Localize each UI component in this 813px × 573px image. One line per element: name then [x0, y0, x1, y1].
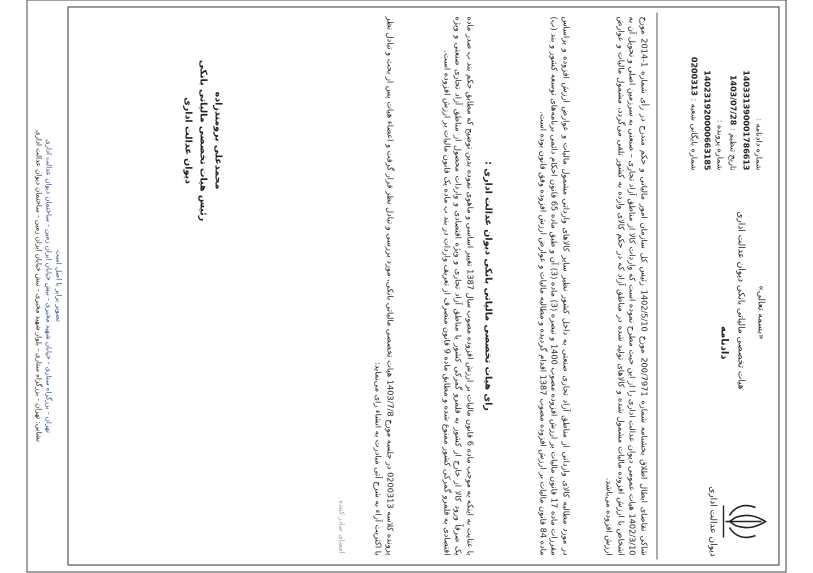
- signer-organization: دیوان عدالت اداری: [182, 97, 194, 184]
- section-title-ruling: رای هیات تخصصی مالیاتی بانکی دیوان عدالت اداری :: [482, 161, 494, 411]
- header-divider: [657, 13, 658, 560]
- document-type: دادنامه: [718, 326, 730, 360]
- page-footer: [34, 7, 64, 566]
- document-meta: [688, 21, 766, 171]
- court-name-small: دیوان عدالت اداری: [707, 486, 718, 557]
- footer-address: نشانی: تهران - بزرگراه ستاری - بلوار شهید مخبری - نبش خیابان ایران زمین - ساختمان دیوان عدالت اداری: [34, 130, 43, 442]
- court-title: هیات تخصصی مالیاتی بانکی دیوان عدالت اداری: [735, 211, 746, 390]
- page-header: [664, 13, 774, 560]
- paragraph-complaint: شاکی تقاضای ابطال اطلاق بخشنامه شماره 200/7971 مورخ 1402/5/10 رئیس کل سازمان امور مالیاتی و حکم مندرج در رأی شماره 1-2014 مورخ 1402/3/10 هیات عمومی دیوان عدالت اداری را از این حیث مطرح نموده است که واردات کالا از مناطق آزاد تجاری – صنعتی به سرزمین اصلی و تحویل آن به اشخاص با ارزش افزوده مالیات مشمول شده و کالاهای تولید شده در مناطق آزاد که در حکم کالای وارده به کشور تلقی می‌گردد، مشمول مالیات و عوارض ارزش افزوده می‌باشد.: [605, 16, 650, 556]
- signer-note: امضای صادر کننده: [337, 500, 346, 554]
- verdict-page: [27, 0, 787, 573]
- basmala: «بسمه تعالی»: [755, 285, 766, 340]
- paragraph-ruling: با عنایت به اینکه به موجب ماده 6 قانون مالیات بر ارزش افزوده مصوب سال 1387 تغییر اساسی و ماهوی نموده بدین توضیح که مطابق حکم بند ب صدر ماده یک صرفاً ورود کالا از خارج از کشور به قلمرو گمرکی کشور یا مناطق آزاد تجاری و ویژه اقتصادی و واردات محصول از مناطق آزاد تجاری صنعتی و ویژه اقتصادی به قلمرو گمرکی کشور ممنوع شده و مطابق ماده 9 قانون منصرف از تعریف واردات در بند ب ماده یک قانون مالیات بر ارزش افزوده است.: [442, 16, 476, 556]
- paragraph-session: پرونده کلاسه 0200313 در جلسه مورخ 1403/7/8 هیات تخصصی مالیاتی بانکی، مورد بررسی و تبادل نظر قرار گرفت و اعضاء هیات پس از بحث و تبادل نظر با اکثریت آراء به شرح آتی مبادرت به انشاء رای می‌نماید:: [374, 16, 396, 556]
- signature-block: [181, 41, 226, 241]
- meta-date: تاریخ تنظیم : 1403/07/28: [728, 74, 738, 171]
- meta-verdict-number: شماره دادنامه : 140331390001786613: [741, 70, 764, 171]
- meta-archive-number: شماره بایگانی شعبه : 0200313: [689, 56, 699, 171]
- certified-copy-note: تصویر برابر با اصل است: [54, 250, 63, 322]
- paragraph-defense: در مورد مطالبه کالای وارداتی از مناطق آزاد تجاری صنعتی به داخل کشور نظیر سایر کالاهای وارداتی مشمول مالیات و عوارض ارزش افزوده و براساس مقررات ماده 17 قانون مالیات بر ارزش افزوده مصوب 1400 و تبصره (3) ماده (3) آن و طبق ماده 65 قانون احکام دائمی برنامه‌های توسعه کشور و بند (ب) ماده 84 قانون مالیات بر ارزش افزوده مصوب 1387 اقدام گردیده و مطالبه مالیات و عوارض ارزش افزوده وفق قانون بوده است.: [538, 16, 572, 556]
- signer-name: محمدعلی برومندزاده: [212, 91, 224, 190]
- meta-case-number: شماره پرونده : 140231920000663185: [702, 70, 725, 171]
- signer-title: رئیس هیات تخصصی مالیاتی بانکی: [197, 59, 209, 222]
- footer-link-line: تهران - بزرگراه ستاری - خیابان شهید مخبری - نبش خیابان ایران زمین - ساختمان دیوان عدالت اداری: [44, 139, 53, 433]
- emblem: [700, 486, 770, 557]
- judiciary-emblem-icon: [720, 498, 770, 546]
